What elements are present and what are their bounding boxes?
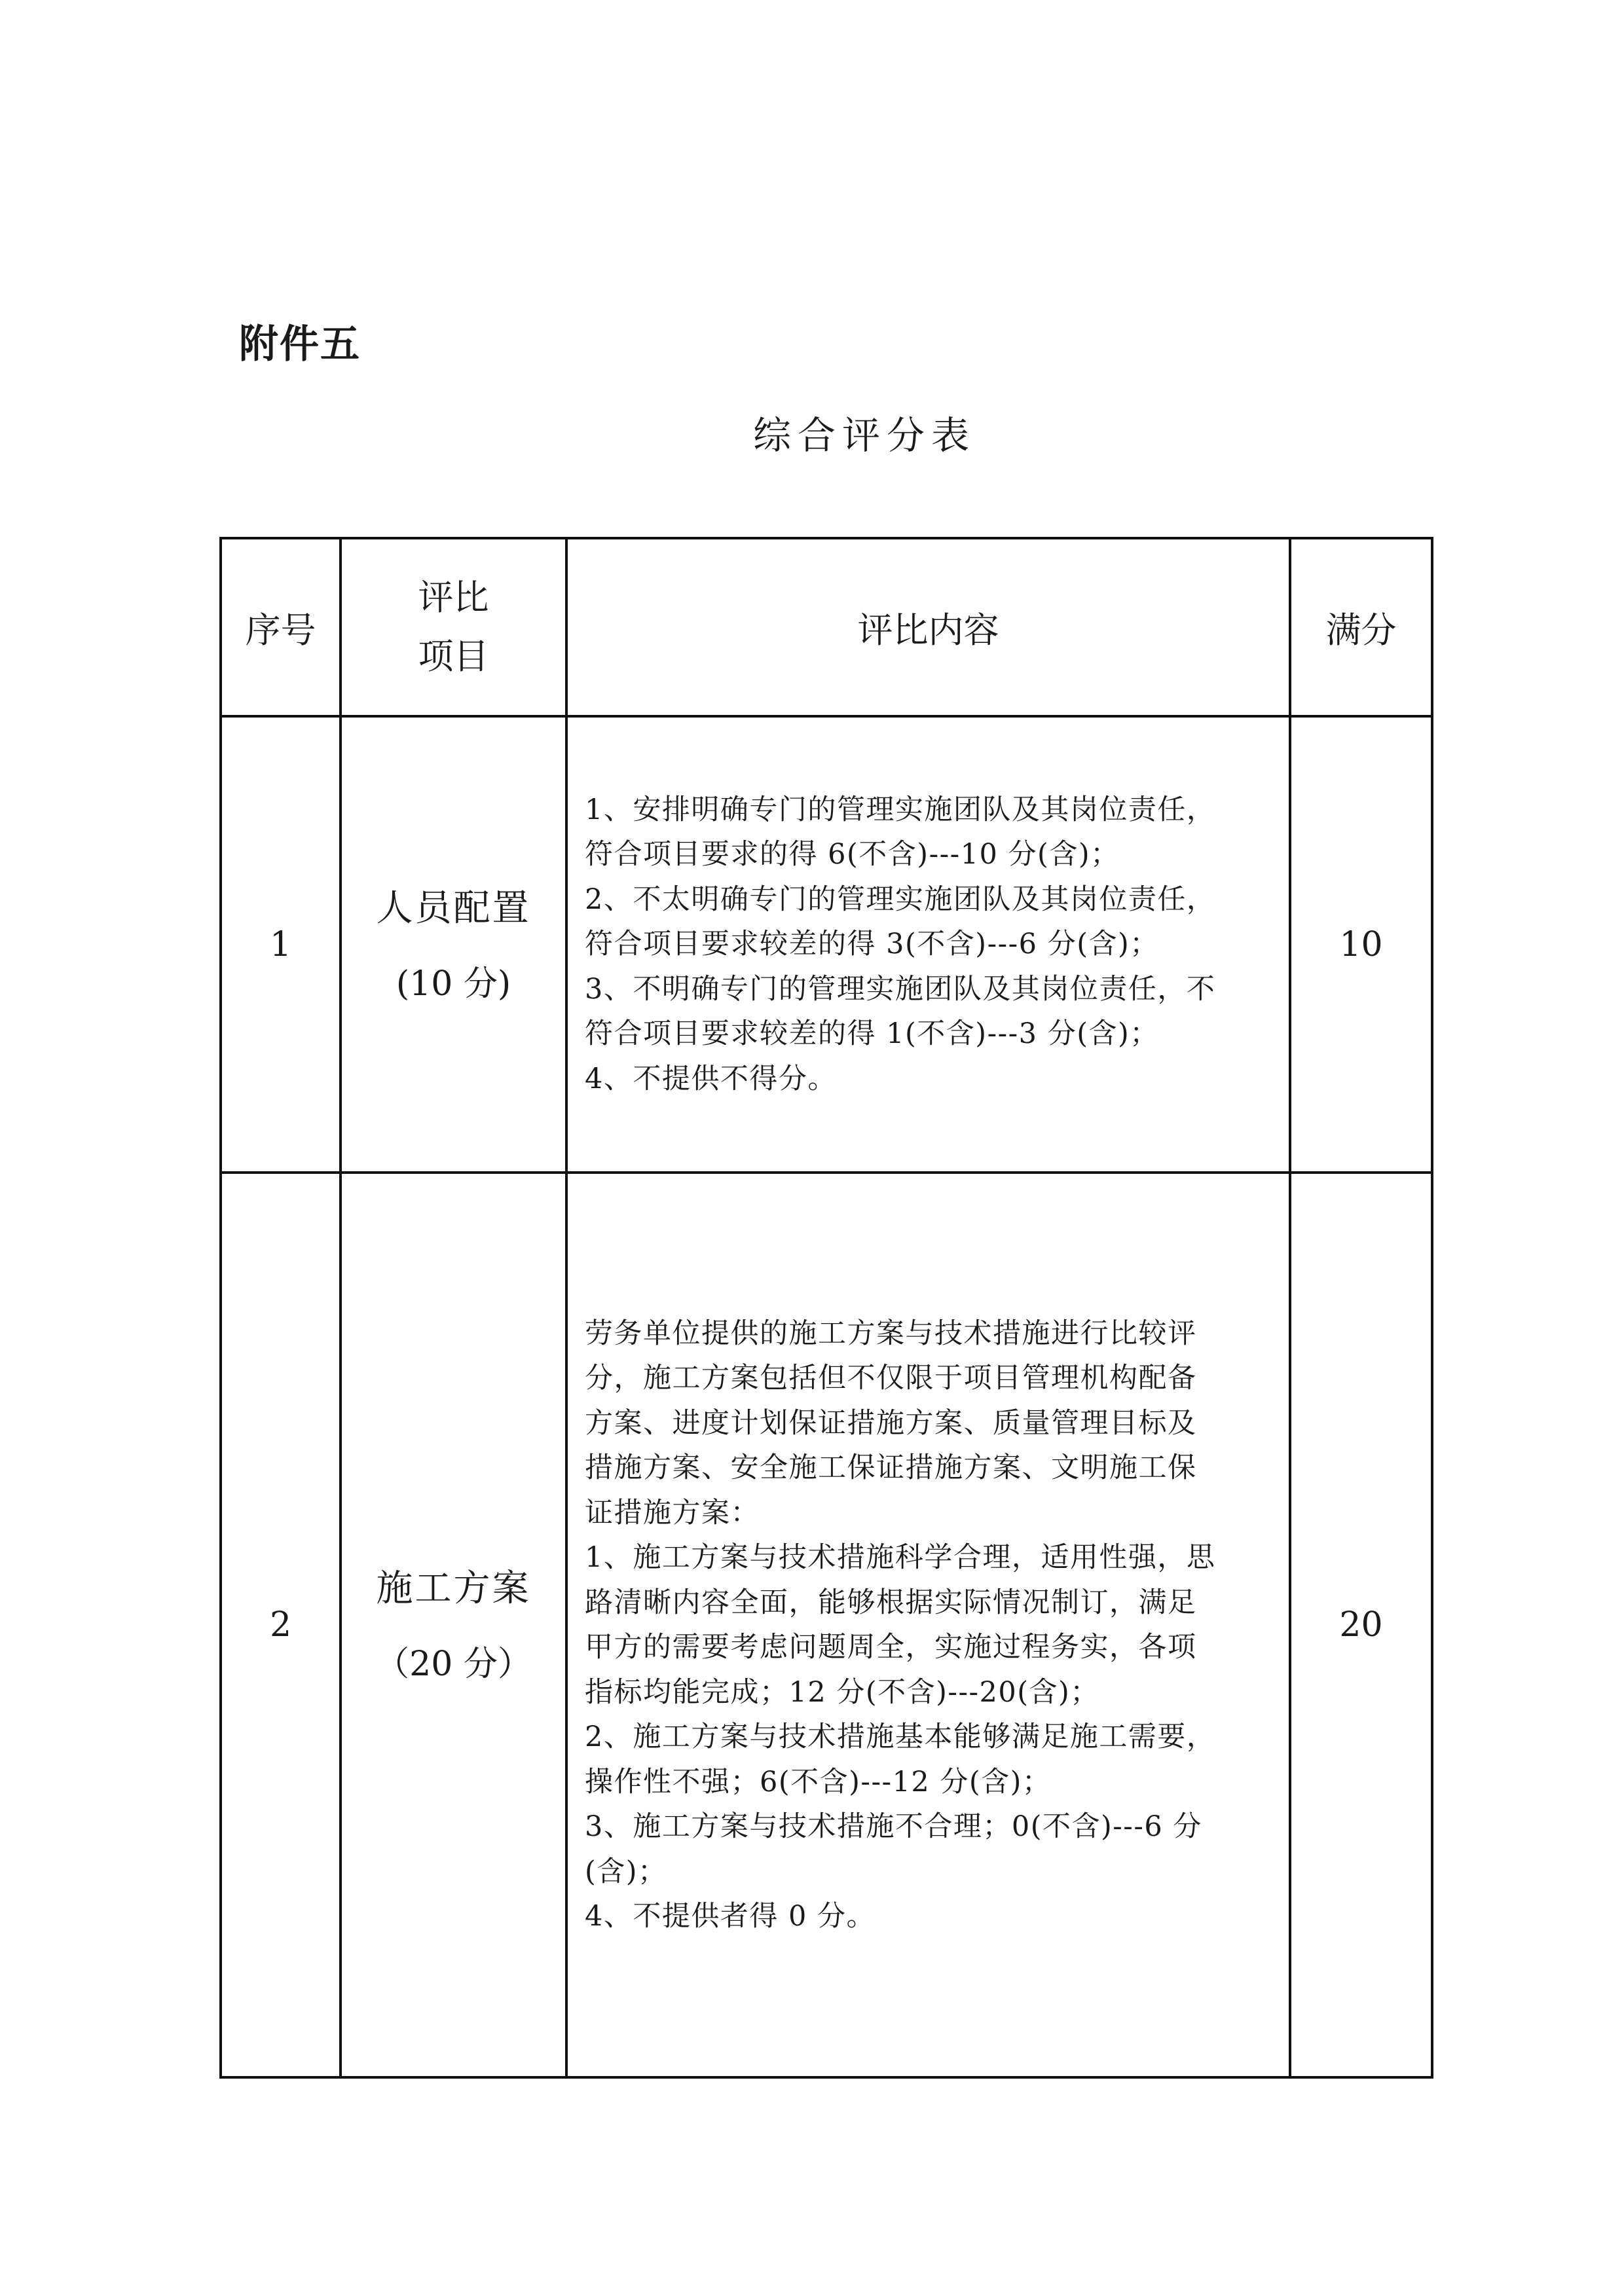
row-item-name: 施工方案 [376,1567,531,1610]
row-content [566,1173,1290,2077]
header-item-line2: 项目 [418,636,489,677]
table-header-row [221,538,1432,716]
content-line: 方案、进度计划保证措施方案、质量管理目标及 [585,1406,1197,1440]
content-line: 符合项目要求较差的得 3(不含)---6 分(含)； [585,928,1159,961]
row-max-score: 20 [1290,1173,1432,2077]
content-line: 证措施方案： [585,1496,760,1529]
table-row [221,716,1432,1173]
row-item [341,1173,566,2077]
row-seq: 1 [221,716,341,1173]
row-max-score: 10 [1290,716,1432,1173]
attachment-label: 附件五 [239,321,361,367]
header-seq: 序号 [221,538,341,716]
header-item-line1: 评比 [418,577,489,618]
content-line: 符合项目要求较差的得 1(不含)---3 分(含)； [585,1017,1159,1051]
content-line: 4、不提供者得 0 分。 [585,1900,876,1933]
content-line: 甲方的需要考虑问题周全，实施过程务实，各项 [585,1631,1197,1664]
content-line: 2、不太明确专门的管理实施团队及其岗位责任， [585,883,1216,916]
content-line: 措施方案、安全施工保证措施方案、文明施工保 [585,1451,1197,1484]
row-item [341,716,566,1173]
content-line: 符合项目要求的得 6(不含)---10 分(含)； [585,838,1120,871]
content-line: 3、施工方案与技术措施不合理；0(不含)---6 分 [585,1810,1202,1843]
header-content: 评比内容 [566,538,1290,716]
content-line: 劳务单位提供的施工方案与技术措施进行比较评 [585,1317,1197,1350]
content-line: 分，施工方案包括但不仅限于项目管理机构配备 [585,1362,1197,1394]
score-table [219,537,1433,2079]
content-line: 2、施工方案与技术措施基本能够满足施工需要， [585,1721,1216,1753]
content-line: 指标均能完成；12 分(不含)---20(含)； [585,1675,1099,1709]
content-line: 操作性不强；6(不含)---12 分(含)； [585,1765,1052,1798]
document-title: 综合评分表 [752,413,976,458]
row-item-points: （20 分） [375,1645,532,1684]
content-line: 1、安排明确专门的管理实施团队及其岗位责任， [585,793,1216,826]
table-row [221,1173,1432,2077]
header-max: 满分 [1290,538,1432,716]
row-item-points: (10 分) [396,964,511,1004]
content-line: 1、施工方案与技术措施科学合理，适用性强，思 [585,1541,1216,1574]
row-item-name: 人员配置 [376,886,531,930]
row-seq: 2 [221,1173,341,2077]
content-line: 4、不提供不得分。 [585,1062,837,1095]
row-content [566,716,1290,1173]
content-line: 3、不明确专门的管理实施团队及其岗位责任，不 [585,972,1216,1006]
content-line: 路清晰内容全面，能够根据实际情况制订，满足 [585,1586,1197,1619]
header-item [341,538,566,716]
content-line: (含)； [585,1855,667,1888]
